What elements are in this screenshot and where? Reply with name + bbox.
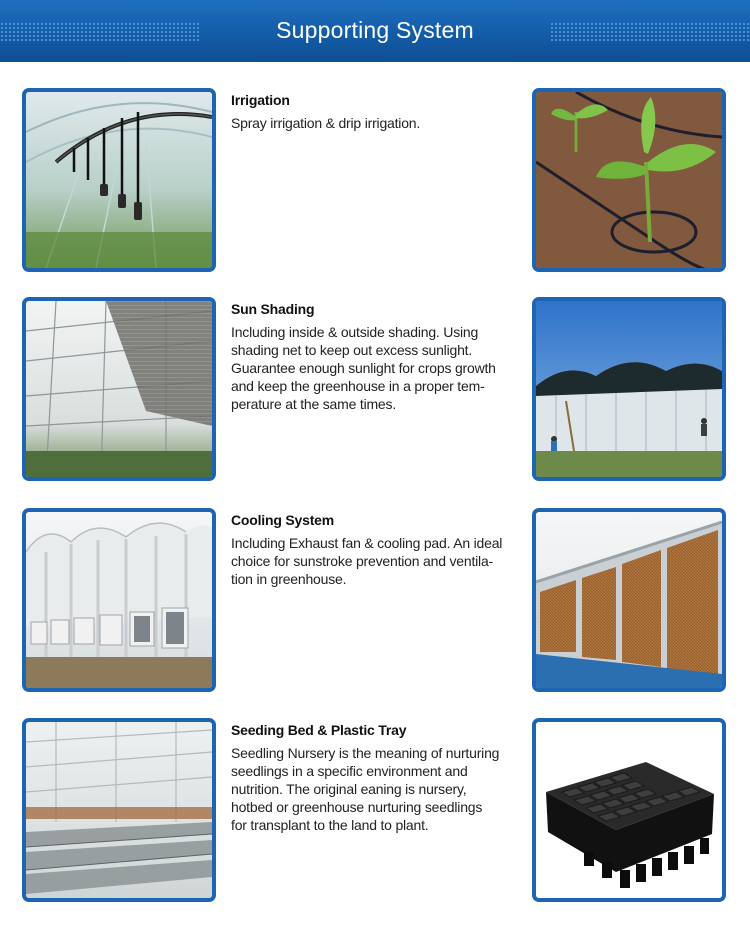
page-title: Supporting System: [276, 17, 474, 43]
section-title: Seeding Bed & Plastic Tray: [231, 722, 407, 738]
cooling-system-text: [231, 512, 521, 588]
section-description: [231, 323, 521, 413]
section-title: Cooling System: [231, 512, 334, 528]
description-line: Guarantee enough sunlight for crops growth: [231, 360, 496, 376]
description-line: shading net to keep out excess sunlight.: [231, 342, 473, 358]
description-line: Spray irrigation & drip irrigation.: [231, 115, 421, 131]
section-title: Sun Shading: [231, 301, 315, 317]
description-line: hotbed or greenhouse nurturing seedlings: [231, 799, 483, 815]
inside-shading-photo: [22, 297, 216, 481]
irrigation-text: [231, 92, 521, 132]
description-line: nutrition. The original eaning is nursery,: [231, 781, 467, 797]
description-line: Including inside & outside shading. Using: [231, 324, 479, 340]
section-description: [231, 744, 521, 834]
description-line: perature at the same times.: [231, 396, 397, 412]
section-irrigation: [0, 88, 750, 272]
section-sun-shading: [0, 297, 750, 481]
seeding-bed-text: [231, 722, 521, 834]
description-line: and keep the greenhouse in a proper tem-: [231, 378, 485, 394]
description-line: tion in greenhouse.: [231, 571, 347, 587]
description-line: for transplant to the land to plant.: [231, 817, 429, 833]
irrigation-spray-photo: [22, 88, 216, 272]
description-line: Including Exhaust fan & cooling pad. An ideal: [231, 535, 503, 551]
description-line: choice for sunstroke prevention and ventila-: [231, 553, 494, 569]
outside-shading-greenhouse-photo: [532, 297, 726, 481]
page-header: [0, 0, 750, 62]
description-line: seedlings in a specific environment and: [231, 763, 468, 779]
cooling-pad-photo: [532, 508, 726, 692]
sun-shading-text: [231, 301, 521, 413]
exhaust-fan-photo: [22, 508, 216, 692]
section-cooling-system: [0, 508, 750, 692]
description-line: Seedling Nursery is the meaning of nurturing: [231, 745, 500, 761]
section-title: Irrigation: [231, 92, 290, 108]
plastic-seedling-tray-photo: [532, 718, 726, 902]
section-description: [231, 534, 521, 588]
section-description: [231, 114, 521, 132]
seeding-bed-photo: [22, 718, 216, 902]
section-seeding-bed: [0, 718, 750, 902]
drip-irrigation-plant-photo: [532, 88, 726, 272]
